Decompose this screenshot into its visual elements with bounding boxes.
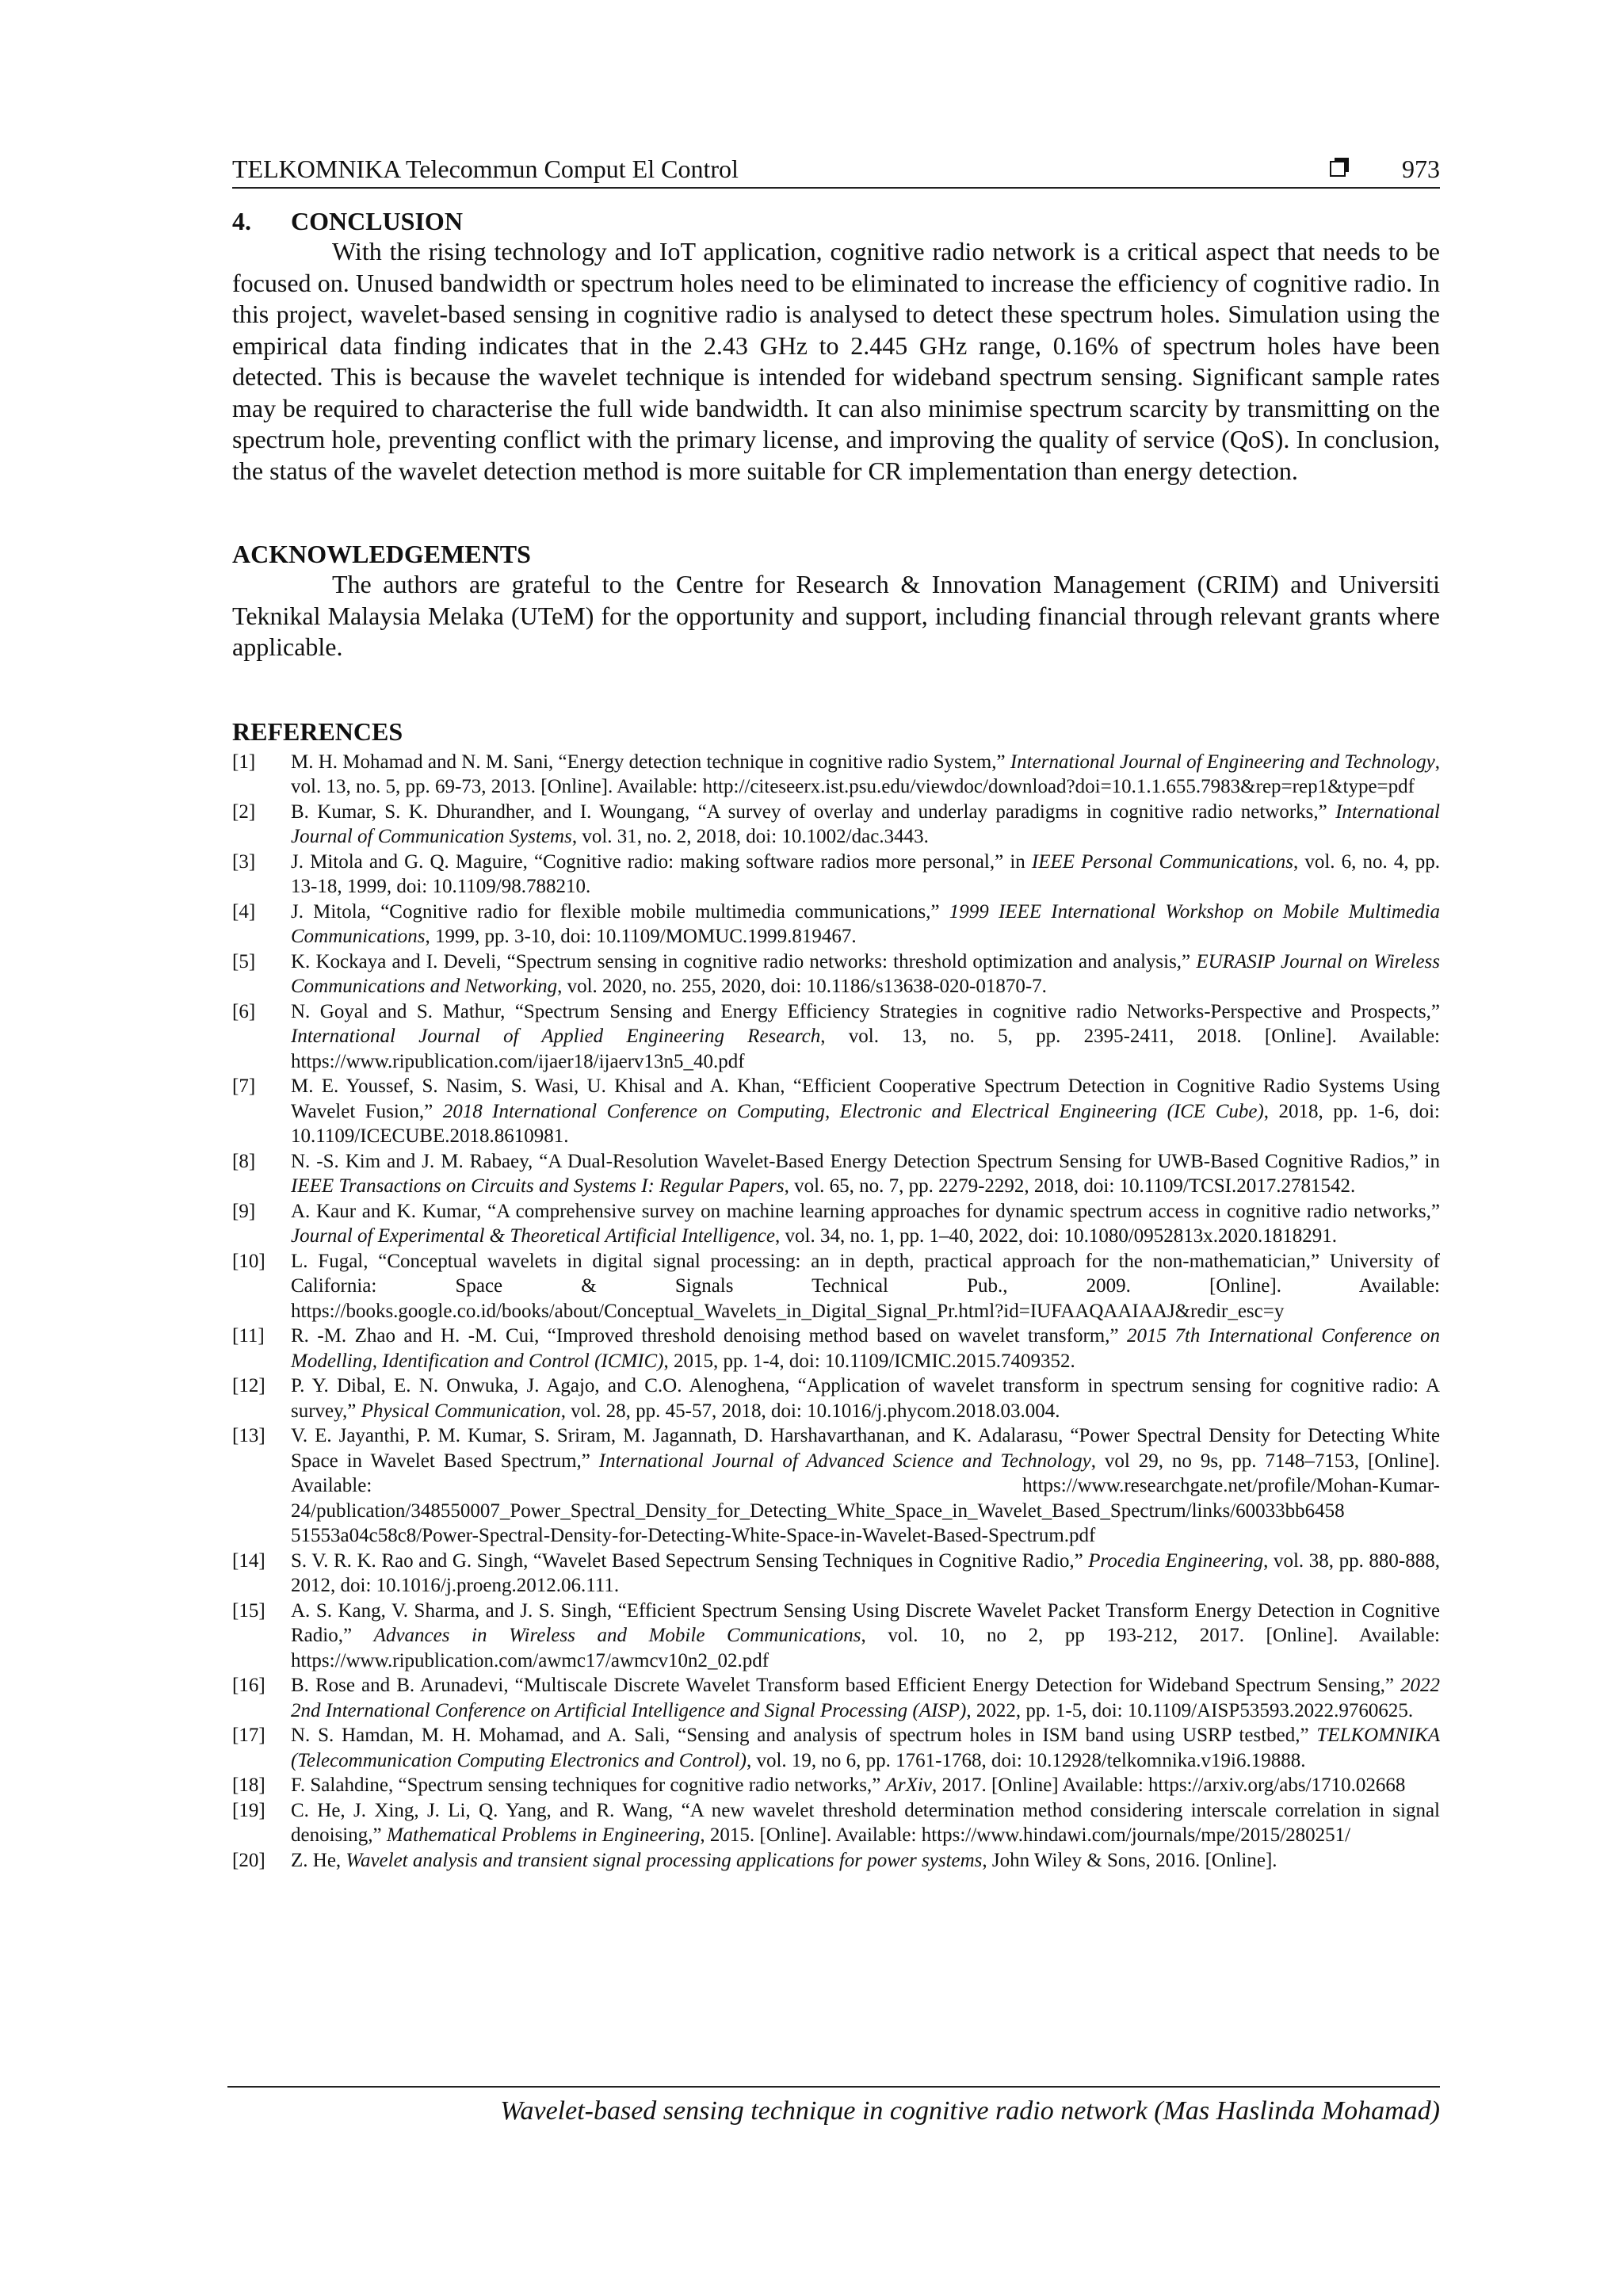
reference-item — [232, 900, 1440, 949]
reference-source: International Journal of Engineering and Technology — [1010, 751, 1435, 773]
reference-number: [3] — [232, 850, 256, 873]
reference-text: C. He, J. Xing, J. Li, Q. Yang, and R. Wang, “A new wavelet threshold determination method considering interscale correlation in signal denoising,” — [291, 1799, 1440, 1846]
reference-number: [4] — [232, 900, 256, 923]
reference-source: IEEE Personal Communications — [1031, 850, 1293, 873]
reference-item — [232, 1373, 1440, 1423]
reference-text: L. Fugal, “Conceptual wavelets in digital signal processing: an in depth, practical approach for the non-mathematician,” University of California: Space & Signals Technical Pub., 2009. [Online]. Available: https://books.google.co.id/books/about/Conceptual_Wavelets_in_Digital_Signal_Pr.html?id=IUFAAQAAIAAJ&redir_esc=y — [291, 1250, 1440, 1322]
reference-number: [20] — [232, 1849, 265, 1871]
reference-text: A. S. Kang, V. Sharma, and J. S. Singh, “Efficient Spectrum Sensing Using Discrete Wavelet Packet Transform Energy Detection in Cognitive Radio,” — [291, 1599, 1440, 1646]
reference-details: , vol. 13, no. 5, pp. 69-73, 2013. [Online]. Available: http://citeseerx.ist.psu.edu/viewdoc/download?doi=10.1.1.655.7983&rep=rep1&type=pdf — [291, 751, 1440, 797]
reference-text: A. Kaur and K. Kumar, “A comprehensive survey on machine learning approaches for dynamic spectrum access in cognitive radio networks,” — [291, 1200, 1440, 1222]
reference-item — [232, 1149, 1440, 1199]
footer-title: Wavelet-based sensing technique in cognitive radio network (Mas Haslinda Mohamad) — [500, 2096, 1440, 2126]
reference-number: [7] — [232, 1075, 256, 1097]
reference-text: N. Goyal and S. Mathur, “Spectrum Sensing and Energy Efficiency Strategies in cognitive radio Networks-Perspective and Prospects,” — [291, 1000, 1440, 1022]
journal-name: TELKOMNIKA Telecommun Comput El Control — [232, 155, 739, 183]
reference-source: IEEE Transactions on Circuits and Systems I: Regular Papers — [291, 1175, 785, 1197]
reference-number: [5] — [232, 950, 256, 972]
reference-details: , 1999, pp. 3-10, doi: 10.1109/MOMUC.1999.819467. — [425, 926, 857, 947]
reference-number: [8] — [232, 1150, 256, 1172]
reference-number: [2] — [232, 800, 256, 823]
reference-details: , 2018, pp. 1-6, doi: 10.1109/ICECUBE.2018.8610981. — [291, 1100, 1440, 1147]
conclusion-heading — [232, 206, 1440, 236]
reference-details: , vol. 6, no. 4, pp. 13-18, 1999, doi: 10.1109/98.788210. — [291, 850, 1440, 897]
reference-text: V. E. Jayanthi, P. M. Kumar, S. Sriram, M. Jagannath, D. Harshavarthanan, and K. Adalarasu, “Power Spectral Density for Detecting White Space in Wavelet Based Spectrum,” — [291, 1425, 1440, 1472]
reference-item — [232, 1798, 1440, 1848]
page-number: 973 — [1402, 155, 1440, 183]
reference-item — [232, 1549, 1440, 1599]
reference-item — [232, 1249, 1440, 1324]
reference-item — [232, 1199, 1440, 1249]
reference-number: [14] — [232, 1549, 265, 1572]
section-title: CONCLUSION — [291, 207, 463, 235]
acknowledgements-heading: ACKNOWLEDGEMENTS — [232, 540, 531, 568]
reference-source: International Journal of Advanced Science and Technology — [598, 1450, 1091, 1472]
reference-item — [232, 850, 1440, 900]
reference-text: M. H. Mohamad and N. M. Sani, “Energy detection technique in cognitive radio System,” — [291, 751, 1010, 773]
reference-details: , 2017. [Online] Available: https://arxiv.org/abs/1710.02668 — [931, 1775, 1406, 1796]
reference-source: TELKOMNIKA (Telecommunication Computing Electronics and Control) — [291, 1725, 1440, 1771]
reference-text: F. Salahdine, “Spectrum sensing techniques for cognitive radio networks,” — [291, 1775, 886, 1796]
reference-item — [232, 1599, 1440, 1674]
reference-details: , vol. 34, no. 1, pp. 1–40, 2022, doi: 10.1080/0952813x.2020.1818291. — [775, 1225, 1338, 1247]
reference-details: , vol. 13, no. 5, pp. 2395-2411, 2018. [Online]. Available: https://www.ripublication.com/ijaer18/ijaerv13n5_40.pdf — [291, 1026, 1440, 1072]
reference-text: N. -S. Kim and J. M. Rabaey, “A Dual-Resolution Wavelet-Based Energy Detection Spectrum Sensing for UWB-Based Cognitive Radios,” in — [291, 1150, 1440, 1172]
reference-source: 2022 2nd International Conference on Artificial Intelligence and Signal Processing (AISP) — [291, 1675, 1440, 1721]
references-heading: REFERENCES — [232, 716, 403, 746]
reference-details: , vol. 65, no. 7, pp. 2279-2292, 2018, doi: 10.1109/TCSI.2017.2781542. — [784, 1175, 1356, 1197]
page-content — [232, 151, 1440, 1873]
reference-text: M. E. Youssef, S. Nasim, S. Wasi, U. Khisal and A. Khan, “Efficient Cooperative Spectrum Detection in Cognitive Radio Systems Using Wavelet Fusion,” — [291, 1075, 1440, 1122]
page-marker-icon — [1330, 158, 1349, 177]
reference-item — [232, 1673, 1440, 1723]
reference-text: B. Kumar, S. K. Dhurandher, and I. Woungang, “A survey of overlay and underlay paradigms in cognitive radio networks,” — [291, 800, 1336, 823]
reference-item — [232, 750, 1440, 800]
reference-text: S. V. R. K. Rao and G. Singh, “Wavelet Based Sepectrum Sensing Techniques in Cognitive Radio,” — [291, 1549, 1089, 1572]
reference-number: [13] — [232, 1425, 265, 1446]
reference-item — [232, 1723, 1440, 1773]
reference-details: , vol. 28, pp. 45-57, 2018, doi: 10.1016/j.phycom.2018.03.004. — [560, 1400, 1060, 1422]
reference-details: , vol. 2020, no. 255, 2020, doi: 10.1186/s13638-020-01870-7. — [557, 976, 1047, 997]
reference-item — [232, 999, 1440, 1075]
reference-number: [17] — [232, 1725, 265, 1746]
reference-source: International Journal of Applied Engineering Research — [291, 1026, 821, 1047]
reference-number: [16] — [232, 1675, 265, 1696]
reference-details: , John Wiley & Sons, 2016. [Online]. — [982, 1849, 1277, 1871]
reference-text: J. Mitola and G. Q. Maguire, “Cognitive radio: making software radios more personal,” in — [291, 850, 1032, 873]
reference-number: [9] — [232, 1200, 256, 1222]
reference-item — [232, 1074, 1440, 1149]
reference-item — [232, 1324, 1440, 1373]
reference-text: J. Mitola, “Cognitive radio for flexible mobile multimedia communications,” — [291, 900, 949, 923]
reference-details: , vol. 10, no 2, pp 193-212, 2017. [Online]. Available: https://www.ripublication.com/awmc17/awmcv10n2_02.pdf — [291, 1625, 1440, 1671]
reference-source: Wavelet analysis and transient signal processing applications for power systems — [346, 1849, 983, 1871]
reference-item — [232, 1423, 1440, 1549]
reference-details: , vol. 38, pp. 880-888, 2012, doi: 10.1016/j.proeng.2012.06.111. — [291, 1549, 1440, 1596]
reference-source: EURASIP Journal on Wireless Communications and Networking — [291, 950, 1440, 997]
reference-details: , 2015, pp. 1-4, doi: 10.1109/ICMIC.2015.7409352. — [663, 1350, 1075, 1372]
reference-list — [232, 750, 1440, 1874]
reference-details: , vol 29, no 9s, pp. 7148–7153, [Online]. Available: https://www.researchgate.net/profile/Mohan-Kumar-24/publication/348550007_Power_Spectral_Density_for_Detecting_White_Space_in_Wavelet_Based_Spectrum/links/60033bb6458 51553a04c58c8/Power-Spectral-Density-for-Detecting-White-Space-in-Wavelet-Based-Spectrum.pdf — [291, 1450, 1440, 1546]
reference-details: , 2022, pp. 1-5, doi: 10.1109/AISP53593.2022.9760625. — [966, 1699, 1414, 1721]
reference-source: Journal of Experimental & Theoretical Artificial Intelligence — [291, 1225, 775, 1247]
reference-number: [6] — [232, 1000, 256, 1022]
reference-details: , vol. 19, no 6, pp. 1761-1768, doi: 10.12928/telkomnika.v19i6.19888. — [746, 1749, 1306, 1771]
reference-source: Procedia Engineering — [1088, 1549, 1264, 1572]
acknowledgements-paragraph: The authors are grateful to the Centre for Research & Innovation Management (CRIM) and Universiti Teknikal Malaysia Melaka (UTeM) for the opportunity and support, including financial through relevant grants where applicable. — [232, 570, 1440, 661]
reference-source: 1999 IEEE International Workshop on Mobile Multimedia Communications — [291, 900, 1440, 947]
reference-text: K. Kockaya and I. Develi, “Spectrum sensing in cognitive radio networks: threshold optimization and analysis,” — [291, 950, 1197, 972]
reference-details: , vol. 31, no. 2, 2018, doi: 10.1002/dac.3443. — [571, 826, 929, 847]
reference-number: [11] — [232, 1325, 265, 1347]
reference-source: Physical Communication — [361, 1400, 561, 1422]
reference-source: Mathematical Problems in Engineering — [386, 1824, 701, 1846]
reference-source: 2015 7th International Conference on Modelling, Identification and Control (ICMIC) — [291, 1325, 1441, 1372]
reference-source: International Journal of Communication Systems — [291, 800, 1440, 847]
reference-source: Advances in Wireless and Mobile Communications — [373, 1625, 861, 1646]
reference-item — [232, 1848, 1440, 1874]
reference-number: [12] — [232, 1375, 265, 1396]
reference-text: B. Rose and B. Arunadevi, “Multiscale Discrete Wavelet Transform based Efficient Energy Detection for Wideband Spectrum Sensing,” — [291, 1675, 1400, 1696]
page-footer — [227, 2086, 1440, 2127]
reference-number: [19] — [232, 1799, 265, 1821]
running-header — [232, 151, 1440, 189]
reference-text: R. -M. Zhao and H. -M. Cui, “Improved threshold denoising method based on wavelet transform,” — [291, 1325, 1128, 1347]
section-number: 4. — [232, 207, 251, 235]
reference-item — [232, 800, 1440, 850]
reference-number: [18] — [232, 1775, 265, 1796]
reference-number: [1] — [232, 751, 256, 773]
reference-number: [10] — [232, 1250, 265, 1272]
reference-item — [232, 949, 1440, 999]
reference-source: ArXiv — [885, 1775, 932, 1796]
reference-source: 2018 International Conference on Computing, Electronic and Electrical Engineering (ICE Cube) — [442, 1100, 1264, 1122]
reference-details: , 2015. [Online]. Available: https://www.hindawi.com/journals/mpe/2015/280251/ — [700, 1824, 1351, 1846]
reference-item — [232, 1773, 1440, 1798]
reference-text: N. S. Hamdan, M. H. Mohamad, and A. Sali, “Sensing and analysis of spectrum holes in ISM band using USRP testbed,” — [291, 1725, 1317, 1746]
reference-text: Z. He, — [291, 1849, 346, 1871]
reference-text: P. Y. Dibal, E. N. Onwuka, J. Agajo, and C.O. Alenoghena, “Application of wavelet transform in spectrum sensing for cognitive radio: A survey,” — [291, 1375, 1440, 1422]
reference-number: [15] — [232, 1599, 265, 1622]
conclusion-paragraph: With the rising technology and IoT application, cognitive radio network is a critical aspect that needs to be focused on. Unused bandwidth or spectrum holes need to be eliminated to increase the efficiency of cognitive radio. In this project, wavelet-based sensing in cognitive radio is analysed to detect these spectrum holes. Simulation using the empirical data finding indicates that in the 2.43 GHz to 2.445 GHz range, 0.16% of spectrum holes have been detected. This is because the wavelet technique is intended for wideband spectrum sensing. Significant sample rates may be required to characterise the full wide bandwidth. It can also minimise spectrum scarcity by transmitting on the spectrum hole, preventing conflict with the primary license, and improving the quality of service (QoS). In conclusion, the status of the wavelet detection method is more suitable for CR implementation than energy detection. — [232, 237, 1440, 485]
